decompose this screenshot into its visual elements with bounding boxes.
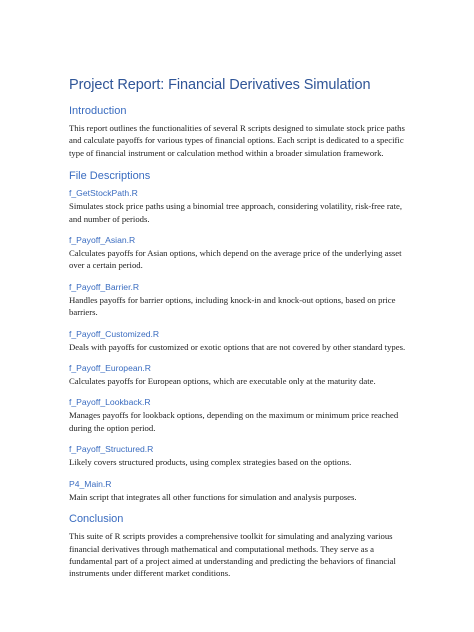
file-description: Manages payoffs for lookback options, depending on the maximum or minimum price reached during the option period.	[69, 410, 399, 433]
conclusion-heading: Conclusion	[69, 513, 124, 526]
file-description: Likely covers structured products, using complex strategies based on the options.	[69, 457, 352, 468]
file-description: Deals with payoffs for customized or exotic options that are not covered by other standard types.	[69, 341, 406, 352]
file-description: Handles payoffs for barrier options, including knock-in and knock-out options, based on price barriers.	[69, 294, 396, 318]
file-name: f_Payoff_Customized.R	[69, 328, 160, 339]
file-description-item	[69, 234, 409, 272]
file-description-item	[69, 362, 409, 387]
file-name: f_Payoff_Asian.R	[69, 235, 136, 246]
file-description-item	[69, 396, 409, 434]
file-description: Main script that integrates all other functions for simulation and analysis purposes.	[69, 491, 357, 502]
file-description-item	[69, 478, 409, 503]
file-name: f_Payoff_Lookback.R	[69, 397, 151, 408]
file-descriptions-heading: File Descriptions	[69, 170, 151, 183]
file-description: Simulates stock price paths using a binomial tree approach, considering volatility, risk-free rate, and number of periods.	[69, 201, 403, 224]
file-description-item	[69, 443, 409, 468]
file-description-item	[69, 328, 409, 353]
file-description-item	[69, 187, 409, 225]
conclusion-text: This suite of R scripts provides a comprehensive toolkit for simulating and analyzing various financial derivatives through mathematical and computational methods. They serve as a fundamental part of a project aimed at understanding and predicting the behaviors of financial instruments under different market conditions.	[69, 531, 396, 579]
introduction-text: This report outlines the functionalities of several R scripts designed to simulate stock price paths and calculate payoffs for various types of financial options. Each script is dedicated to a specific type of financial instrument or calculation method within a broader simulation framework.	[69, 123, 405, 158]
file-name: f_Payoff_Barrier.R	[69, 281, 140, 292]
introduction-heading: Introduction	[69, 105, 127, 117]
file-name: P4_Main.R	[69, 478, 112, 489]
file-description: Calculates payoffs for European options, which are executable only at the maturity date.	[69, 376, 376, 387]
file-name: f_Payoff_European.R	[69, 363, 152, 374]
file-name: f_Payoff_Structured.R	[69, 444, 154, 455]
file-name: f_GetStockPath.R	[69, 188, 138, 199]
document-content	[69, 76, 409, 580]
document-title: Project Report: Financial Derivatives Simulation	[69, 77, 371, 93]
file-description: Calculates payoffs for Asian options, which depend on the average price of the underlying asset over a certain period.	[69, 248, 402, 271]
file-description-item	[69, 281, 409, 319]
